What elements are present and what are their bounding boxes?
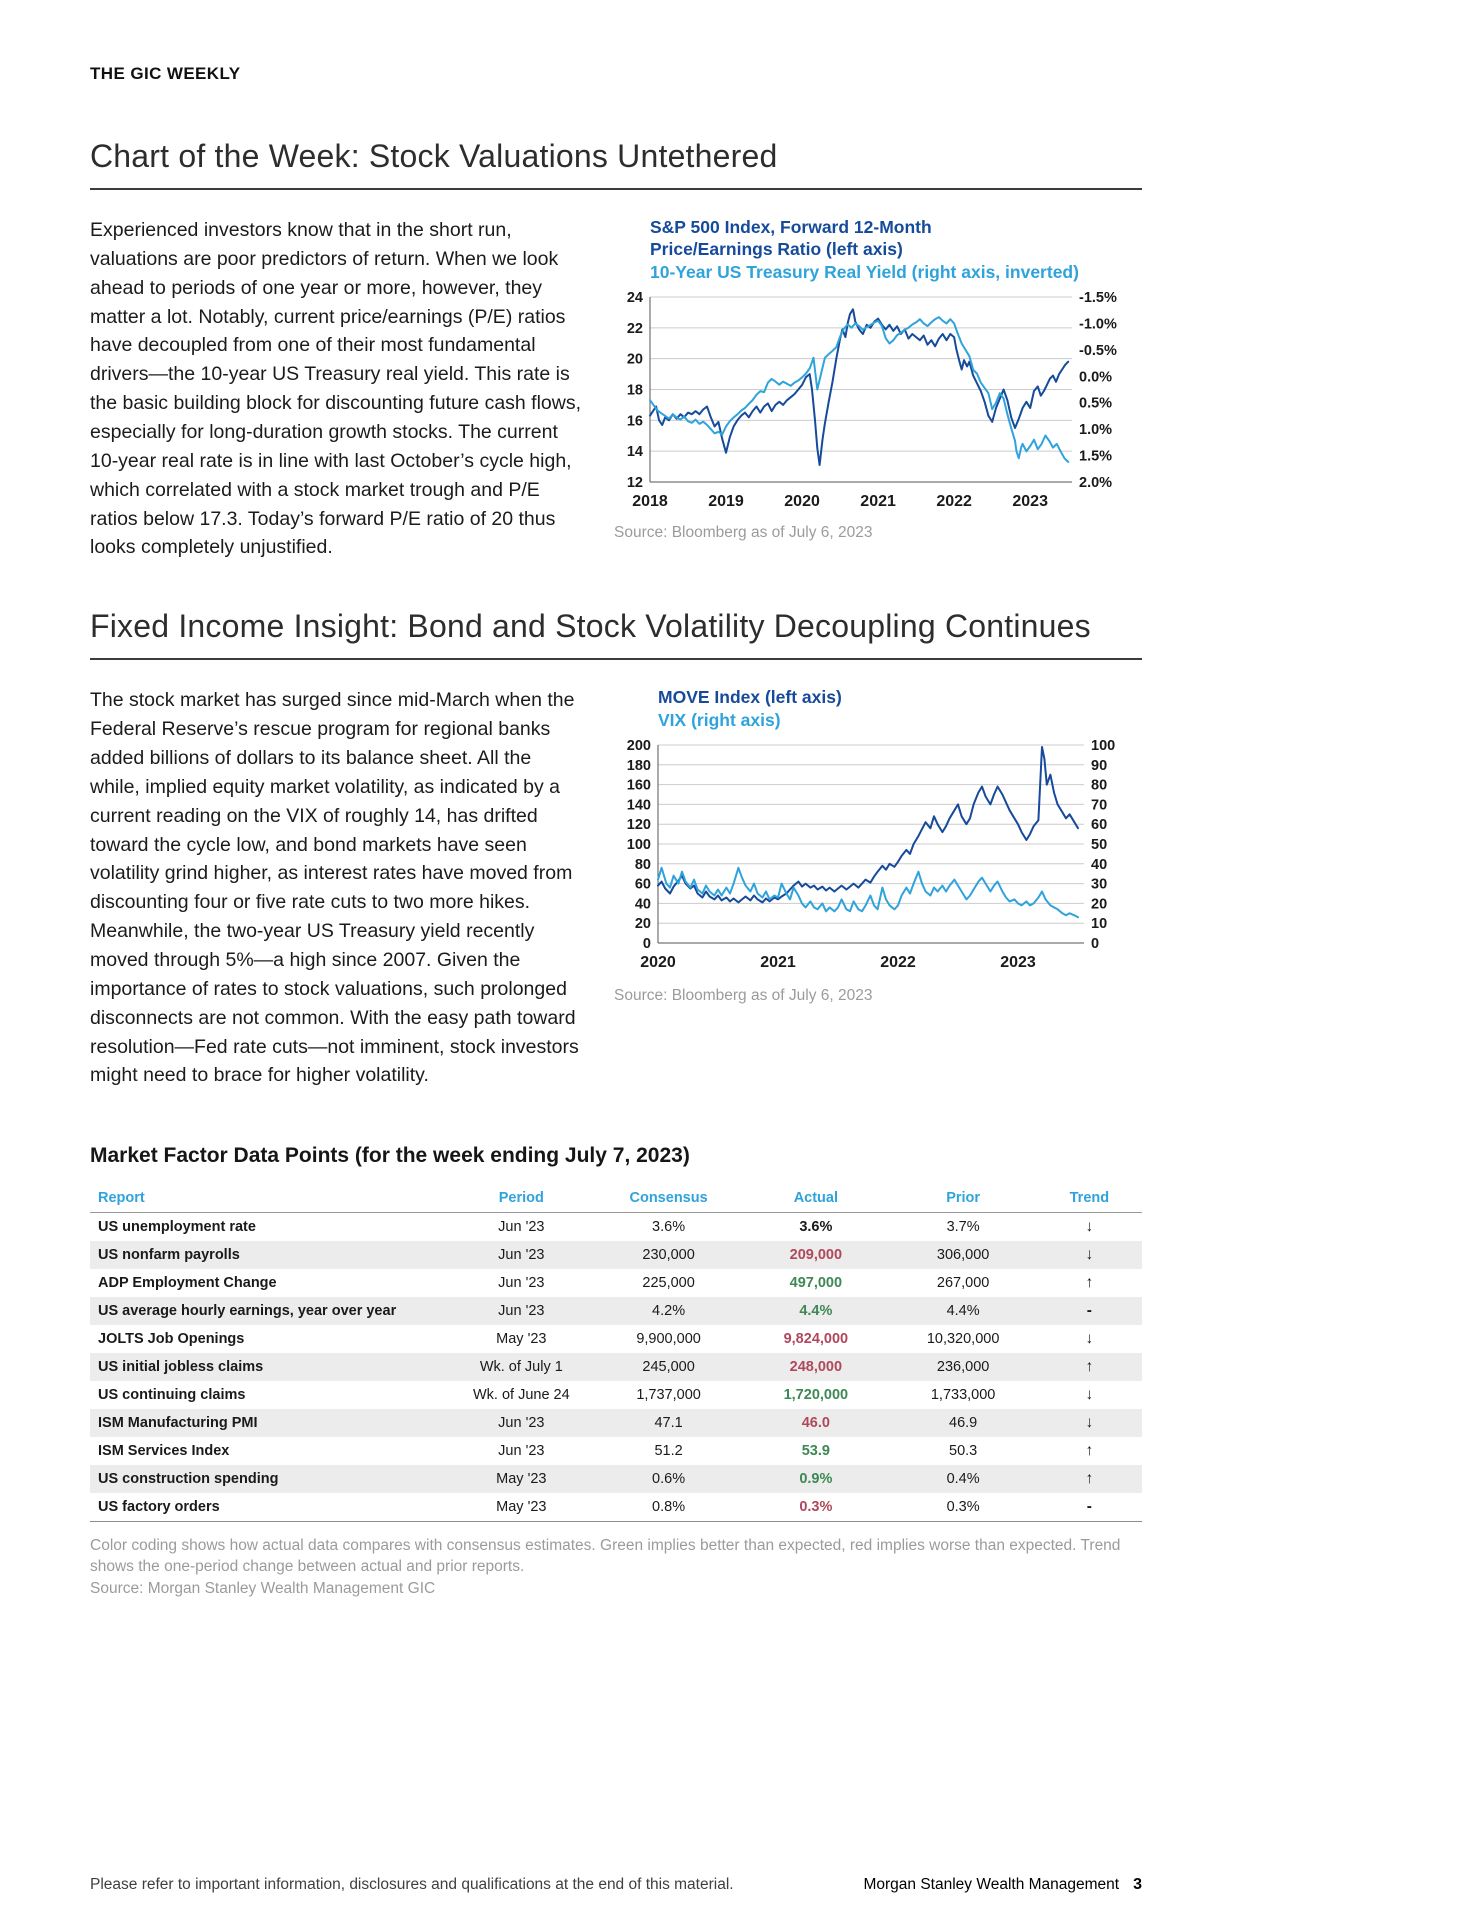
cell-trend: ↑	[1085, 1274, 1094, 1292]
svg-text:1.0%: 1.0%	[1079, 422, 1113, 439]
move-vix-chart-canvas	[614, 737, 1134, 979]
table-row	[90, 1241, 1142, 1269]
chart-legend	[614, 686, 1142, 731]
column-header-consensus: Consensus	[595, 1184, 742, 1213]
table-row	[90, 1437, 1142, 1465]
chart-legend	[614, 216, 1142, 283]
chart-source: Source: Bloomberg as of July 6, 2023	[614, 987, 873, 1005]
svg-text:0: 0	[1091, 936, 1100, 953]
svg-text:30: 30	[1091, 876, 1108, 893]
svg-text:60: 60	[1091, 817, 1108, 834]
cell-prior: 50.3	[949, 1443, 978, 1460]
cell-trend: ↓	[1085, 1218, 1094, 1236]
cell-trend: ↓	[1085, 1414, 1094, 1432]
section-divider	[90, 658, 1142, 660]
cell-actual: 53.9	[801, 1443, 830, 1460]
footer-brand-block	[863, 1876, 1142, 1894]
cell-trend: ↓	[1085, 1246, 1094, 1264]
svg-text:2019: 2019	[708, 493, 744, 511]
svg-text:2021: 2021	[860, 493, 896, 511]
svg-text:20: 20	[626, 351, 643, 368]
svg-text:-1.0%: -1.0%	[1079, 316, 1117, 333]
svg-text:2020: 2020	[640, 954, 676, 972]
svg-text:90: 90	[1091, 757, 1108, 774]
cell-actual: 46.0	[801, 1415, 830, 1432]
cell-report: US continuing claims	[98, 1387, 246, 1404]
cell-report: US construction spending	[98, 1471, 279, 1488]
cell-prior: 267,000	[936, 1275, 990, 1292]
cell-actual: 497,000	[789, 1275, 843, 1292]
svg-text:24: 24	[626, 290, 643, 307]
cell-consensus: 0.8%	[652, 1499, 686, 1516]
table-row	[90, 1213, 1142, 1242]
svg-text:2.0%: 2.0%	[1079, 475, 1113, 492]
cell-prior: 306,000	[936, 1247, 990, 1264]
svg-text:0.5%: 0.5%	[1079, 395, 1113, 412]
cell-report: JOLTS Job Openings	[98, 1331, 245, 1348]
cell-period: Jun '23	[498, 1219, 545, 1236]
cell-prior: 3.7%	[946, 1219, 980, 1236]
table-row	[90, 1493, 1142, 1522]
svg-text:100: 100	[1091, 738, 1116, 755]
cell-period: May '23	[496, 1499, 547, 1516]
svg-text:40: 40	[1091, 856, 1108, 873]
table-row	[90, 1353, 1142, 1381]
footer-brand: Morgan Stanley Wealth Management	[863, 1876, 1120, 1893]
section-body-chart-of-week: Experienced investors know that in the short run, valuations are poor predictors of return. When we look ahead to periods of one year or more, however, they matter a lot. Notably, current price/earnings (P/E) ratios have decoupled from one of their most fundamental drivers—the 10-year US Treasury real yield. This rate is the basic building block for discounting future cash flows, especially for long-duration growth stocks. The current 10-year real rate is in line with last October’s cycle high, which correlated with a stock market trough and P/E ratios below 17.3. Today’s forward P/E ratio of 20 thus looks completely unjustified.	[90, 219, 582, 559]
cell-trend: -	[1086, 1498, 1092, 1516]
svg-text:2022: 2022	[880, 954, 916, 972]
section-divider	[90, 188, 1142, 190]
cell-report: ADP Employment Change	[98, 1275, 277, 1292]
svg-text:14: 14	[626, 444, 643, 461]
section-chart-of-the-week	[90, 138, 1142, 562]
column-header-report: Report	[90, 1184, 448, 1213]
svg-text:2018: 2018	[632, 493, 668, 511]
section-title-fixed-income: Fixed Income Insight: Bond and Stock Volatility Decoupling Continues	[90, 608, 1091, 645]
svg-text:12: 12	[626, 475, 643, 492]
cell-actual: 0.3%	[799, 1499, 833, 1516]
svg-text:0: 0	[642, 936, 651, 953]
chart-source: Source: Bloomberg as of July 6, 2023	[614, 524, 873, 542]
move-vix-chart	[614, 686, 1142, 1090]
cell-prior: 46.9	[949, 1415, 978, 1432]
table-row	[90, 1325, 1142, 1353]
cell-prior: 0.4%	[946, 1471, 980, 1488]
cell-consensus: 230,000	[642, 1247, 695, 1264]
svg-text:80: 80	[634, 856, 651, 873]
svg-text:160: 160	[626, 777, 651, 794]
svg-text:180: 180	[626, 757, 651, 774]
cell-consensus: 9,900,000	[636, 1331, 701, 1348]
cell-period: Wk. of July 1	[479, 1359, 563, 1376]
content	[90, 0, 1142, 1600]
table-title: Market Factor Data Points (for the week ending July 7, 2023)	[90, 1144, 690, 1168]
svg-text:200: 200	[626, 738, 651, 755]
cell-period: Jun '23	[498, 1443, 545, 1460]
svg-text:70: 70	[1091, 797, 1108, 814]
publication-title: THE GIC WEEKLY	[90, 64, 241, 83]
page-number: 3	[1133, 1876, 1142, 1893]
cell-trend: ↑	[1085, 1442, 1094, 1460]
svg-text:18: 18	[626, 382, 643, 399]
svg-text:2023: 2023	[1012, 493, 1048, 511]
svg-text:80: 80	[1091, 777, 1108, 794]
cell-prior: 1,733,000	[930, 1387, 996, 1404]
svg-text:2022: 2022	[936, 493, 972, 511]
cell-actual: 4.4%	[799, 1303, 833, 1320]
cell-consensus: 245,000	[642, 1359, 695, 1376]
svg-text:40: 40	[634, 896, 651, 913]
column-header-period: Period	[448, 1184, 595, 1213]
page-footer	[90, 1876, 1142, 1894]
cell-report: US nonfarm payrolls	[98, 1247, 240, 1264]
cell-report: US average hourly earnings, year over year	[98, 1303, 397, 1320]
footer-disclaimer: Please refer to important information, disclosures and qualifications at the end of this material.	[90, 1876, 734, 1893]
cell-actual: 209,000	[789, 1247, 843, 1264]
svg-text:20: 20	[1091, 896, 1108, 913]
cell-period: Wk. of June 24	[472, 1387, 570, 1404]
cell-consensus: 3.6%	[652, 1219, 686, 1236]
column-header-prior: Prior	[889, 1184, 1036, 1213]
pe-real-yield-chart-canvas	[614, 289, 1134, 516]
svg-text:2020: 2020	[784, 493, 820, 511]
svg-text:140: 140	[626, 797, 651, 814]
cell-consensus: 51.2	[654, 1443, 683, 1460]
chart-title-line: S&P 500 Index, Forward 12-Month	[650, 217, 932, 237]
cell-consensus: 47.1	[654, 1415, 683, 1432]
svg-text:120: 120	[626, 817, 651, 834]
table-row	[90, 1297, 1142, 1325]
svg-text:-1.5%: -1.5%	[1079, 290, 1117, 307]
svg-text:10: 10	[1091, 916, 1108, 933]
table-row	[90, 1409, 1142, 1437]
svg-text:100: 100	[626, 837, 651, 854]
section-fixed-income-insight	[90, 608, 1142, 1090]
cell-report: US initial jobless claims	[98, 1359, 264, 1376]
cell-actual: 9,824,000	[783, 1331, 849, 1348]
cell-trend: -	[1086, 1302, 1092, 1320]
cell-report: US factory orders	[98, 1499, 220, 1516]
market-factor-table-body	[90, 1213, 1142, 1522]
cell-consensus: 4.2%	[652, 1303, 686, 1320]
svg-text:20: 20	[634, 916, 651, 933]
cell-prior: 4.4%	[946, 1303, 980, 1320]
table-note: Color coding shows how actual data compares with consensus estimates. Green implies better than expected, red implies worse than expected. Trend shows the one-period change between actual and prior reports.	[90, 1537, 1121, 1575]
cell-period: May '23	[496, 1471, 547, 1488]
svg-text:0.0%: 0.0%	[1079, 369, 1113, 386]
chart-title-line: MOVE Index (left axis)	[658, 687, 842, 708]
chart-title-line: Price/Earnings Ratio (left axis)	[650, 239, 903, 260]
svg-text:22: 22	[626, 321, 643, 338]
cell-actual: 0.9%	[799, 1471, 833, 1488]
svg-text:-0.5%: -0.5%	[1079, 343, 1117, 360]
cell-period: Jun '23	[498, 1247, 545, 1264]
cell-prior: 10,320,000	[926, 1331, 1000, 1348]
column-header-trend: Trend	[1037, 1184, 1142, 1213]
svg-text:2023: 2023	[1000, 954, 1036, 972]
section-title-chart-of-week: Chart of the Week: Stock Valuations Untethered	[90, 138, 778, 174]
cell-actual: 1,720,000	[783, 1387, 849, 1404]
table-row	[90, 1381, 1142, 1409]
cell-report: ISM Manufacturing PMI	[98, 1415, 258, 1432]
cell-prior: 236,000	[936, 1359, 990, 1376]
cell-trend: ↑	[1085, 1470, 1094, 1488]
cell-consensus: 1,737,000	[636, 1387, 701, 1404]
cell-period: Jun '23	[498, 1303, 545, 1320]
svg-text:2021: 2021	[760, 954, 796, 972]
cell-actual: 3.6%	[799, 1219, 833, 1236]
chart-title-line: 10-Year US Treasury Real Yield (right axis, inverted)	[650, 261, 1079, 282]
chart-title-line: VIX (right axis)	[658, 709, 781, 730]
cell-consensus: 0.6%	[652, 1471, 686, 1488]
column-header-actual: Actual	[742, 1184, 889, 1213]
cell-trend: ↓	[1085, 1386, 1094, 1404]
market-factor-table	[90, 1184, 1142, 1522]
cell-actual: 248,000	[789, 1359, 843, 1376]
cell-report: US unemployment rate	[98, 1219, 256, 1236]
section-body-fixed-income: The stock market has surged since mid-March when the Federal Reserve’s rescue program for regional banks added billions of dollars to its balance sheet. All the while, implied equity market volatility, as indicated by a current reading on the VIX of roughly 14, has drifted toward the cycle low, and bond markets have seen volatility grind higher, as interest rates have moved from discounting four or five rate cuts to two more hikes. Meanwhile, the two-year US Treasury yield recently moved through 5%—a high since 2007. Given the importance of rates to stock valuations, such prolonged disconnects are not common. With the easy path toward resolution—Fed rate cuts—not imminent, stock investors might need to brace for higher volatility.	[90, 689, 579, 1087]
cell-period: Jun '23	[498, 1415, 545, 1432]
cell-period: May '23	[496, 1331, 547, 1348]
svg-text:1.5%: 1.5%	[1079, 448, 1113, 465]
cell-prior: 0.3%	[946, 1499, 980, 1516]
section-market-factor-data	[90, 1144, 1142, 1599]
table-source: Source: Morgan Stanley Wealth Management GIC	[90, 1580, 436, 1598]
svg-text:50: 50	[1091, 837, 1108, 854]
svg-text:60: 60	[634, 876, 651, 893]
cell-trend: ↓	[1085, 1330, 1094, 1348]
cell-trend: ↑	[1085, 1358, 1094, 1376]
cell-consensus: 225,000	[642, 1275, 695, 1292]
cell-report: ISM Services Index	[98, 1443, 230, 1460]
svg-text:16: 16	[626, 413, 643, 430]
table-row	[90, 1465, 1142, 1493]
pe-real-yield-chart	[614, 216, 1142, 562]
table-header	[90, 1184, 1142, 1213]
cell-period: Jun '23	[498, 1275, 545, 1292]
table-row	[90, 1269, 1142, 1297]
